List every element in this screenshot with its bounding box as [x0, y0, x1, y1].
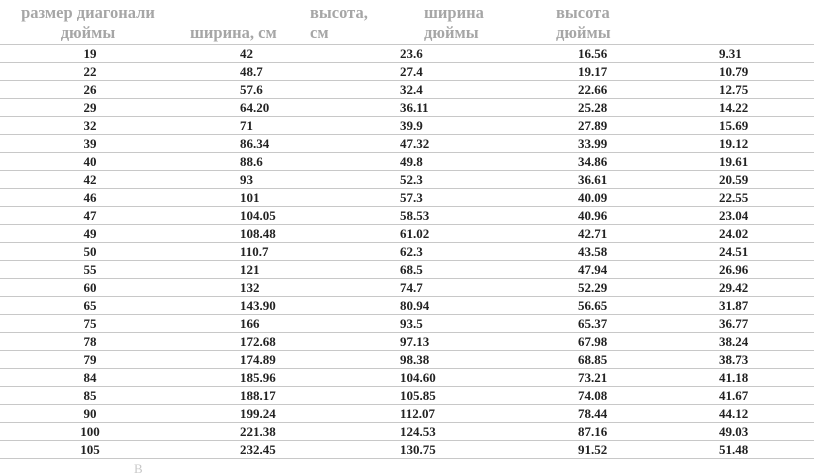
cell-height-inches: 24.51 [693, 243, 814, 261]
cell-width-cm: 143.90 [180, 297, 370, 315]
header-width-inches [424, 3, 484, 43]
header-width-cm: ширина, см [190, 23, 277, 42]
cell-height-inches: 51.48 [693, 441, 814, 459]
cell-diagonal: 46 [0, 189, 180, 207]
cell-width-cm: 108.48 [180, 225, 370, 243]
table-row [0, 279, 814, 297]
cell-width-cm: 57.6 [180, 81, 370, 99]
cell-diagonal: 22 [0, 63, 180, 81]
cell-diagonal: 39 [0, 135, 180, 153]
cell-height-inches: 49.03 [693, 423, 814, 441]
cell-width-inches: 25.28 [520, 99, 693, 117]
cell-height-cm: 105.85 [370, 387, 520, 405]
table-row [0, 117, 814, 135]
cell-height-cm: 52.3 [370, 171, 520, 189]
cell-height-inches: 31.87 [693, 297, 814, 315]
cell-width-inches: 73.21 [520, 369, 693, 387]
table-row [0, 207, 814, 225]
cell-width-inches: 42.71 [520, 225, 693, 243]
cell-height-cm: 68.5 [370, 261, 520, 279]
table-row [0, 333, 814, 351]
cell-height-cm: 124.53 [370, 423, 520, 441]
cell-height-inches: 10.79 [693, 63, 814, 81]
cell-diagonal: 84 [0, 369, 180, 387]
cell-diagonal: 19 [0, 45, 180, 63]
cell-height-cm: 61.02 [370, 225, 520, 243]
cell-diagonal: 65 [0, 297, 180, 315]
cell-height-inches: 26.96 [693, 261, 814, 279]
cell-diagonal: 40 [0, 153, 180, 171]
cell-height-cm: 57.3 [370, 189, 520, 207]
cell-width-inches: 52.29 [520, 279, 693, 297]
cell-width-cm: 172.68 [180, 333, 370, 351]
cell-height-cm: 93.5 [370, 315, 520, 333]
header-width-in-line2: дюймы [424, 23, 479, 42]
cell-height-cm: 36.11 [370, 99, 520, 117]
footer-text-fragment: В [134, 461, 143, 476]
cell-width-cm: 86.34 [180, 135, 370, 153]
cell-diagonal: 79 [0, 351, 180, 369]
table-row [0, 189, 814, 207]
header-diagonal-inches [3, 3, 173, 43]
cell-height-cm: 27.4 [370, 63, 520, 81]
cell-width-inches: 40.09 [520, 189, 693, 207]
cell-width-inches: 27.89 [520, 117, 693, 135]
cell-height-inches: 41.67 [693, 387, 814, 405]
cell-height-inches: 12.75 [693, 81, 814, 99]
screen-size-table [0, 44, 814, 459]
header-height-cm [310, 3, 368, 43]
cell-diagonal: 75 [0, 315, 180, 333]
cell-width-inches: 78.44 [520, 405, 693, 423]
cell-height-inches: 22.55 [693, 189, 814, 207]
cell-diagonal: 42 [0, 171, 180, 189]
cell-height-inches: 24.02 [693, 225, 814, 243]
cell-diagonal: 49 [0, 225, 180, 243]
cell-height-inches: 38.73 [693, 351, 814, 369]
cell-height-cm: 23.6 [370, 45, 520, 63]
cell-height-cm: 39.9 [370, 117, 520, 135]
table-row [0, 297, 814, 315]
header-height-in-line2: дюймы [556, 23, 611, 42]
cell-width-cm: 93 [180, 171, 370, 189]
cell-height-cm: 32.4 [370, 81, 520, 99]
table-body [0, 45, 814, 459]
cell-width-cm: 185.96 [180, 369, 370, 387]
cell-height-inches: 29.42 [693, 279, 814, 297]
cell-diagonal: 78 [0, 333, 180, 351]
cell-width-cm: 121 [180, 261, 370, 279]
cell-width-inches: 40.96 [520, 207, 693, 225]
table-row [0, 171, 814, 189]
cell-height-inches: 9.31 [693, 45, 814, 63]
cell-width-cm: 101 [180, 189, 370, 207]
table-row [0, 63, 814, 81]
table-row [0, 315, 814, 333]
table-row [0, 441, 814, 459]
table-row [0, 405, 814, 423]
header-height-inches [556, 3, 611, 43]
cell-height-inches: 38.24 [693, 333, 814, 351]
table-row [0, 99, 814, 117]
cell-height-inches: 19.61 [693, 153, 814, 171]
cell-diagonal: 55 [0, 261, 180, 279]
cell-width-cm: 199.24 [180, 405, 370, 423]
cell-height-cm: 58.53 [370, 207, 520, 225]
cell-width-cm: 232.45 [180, 441, 370, 459]
cell-height-cm: 62.3 [370, 243, 520, 261]
cell-width-inches: 16.56 [520, 45, 693, 63]
cell-height-cm: 49.8 [370, 153, 520, 171]
cell-diagonal: 105 [0, 441, 180, 459]
header-height-cm-line2: см [310, 23, 329, 42]
cell-height-cm: 112.07 [370, 405, 520, 423]
cell-width-inches: 22.66 [520, 81, 693, 99]
cell-height-inches: 20.59 [693, 171, 814, 189]
cell-height-cm: 104.60 [370, 369, 520, 387]
cell-width-inches: 43.58 [520, 243, 693, 261]
cell-width-cm: 104.05 [180, 207, 370, 225]
cell-width-inches: 91.52 [520, 441, 693, 459]
cell-width-cm: 221.38 [180, 423, 370, 441]
cell-width-inches: 33.99 [520, 135, 693, 153]
cell-width-inches: 34.86 [520, 153, 693, 171]
cell-height-cm: 47.32 [370, 135, 520, 153]
table-row [0, 225, 814, 243]
table-row [0, 153, 814, 171]
cell-width-cm: 42 [180, 45, 370, 63]
cell-width-inches: 74.08 [520, 387, 693, 405]
table-row [0, 81, 814, 99]
cell-diagonal: 90 [0, 405, 180, 423]
header-diagonal-line2: дюймы [60, 23, 116, 42]
cell-width-cm: 64.20 [180, 99, 370, 117]
cell-height-inches: 36.77 [693, 315, 814, 333]
cell-height-inches: 23.04 [693, 207, 814, 225]
cell-diagonal: 29 [0, 99, 180, 117]
table-row [0, 45, 814, 63]
cell-width-inches: 47.94 [520, 261, 693, 279]
cell-height-cm: 98.38 [370, 351, 520, 369]
table-row [0, 387, 814, 405]
cell-width-cm: 166 [180, 315, 370, 333]
cell-width-cm: 132 [180, 279, 370, 297]
cell-diagonal: 26 [0, 81, 180, 99]
cell-width-inches: 36.61 [520, 171, 693, 189]
header-height-cm-line1: высота, [310, 3, 368, 22]
cell-diagonal: 60 [0, 279, 180, 297]
table-row [0, 423, 814, 441]
cell-width-inches: 56.65 [520, 297, 693, 315]
cell-height-inches: 15.69 [693, 117, 814, 135]
table-row [0, 261, 814, 279]
cell-diagonal: 32 [0, 117, 180, 135]
cell-width-inches: 68.85 [520, 351, 693, 369]
header-width-in-line1: ширина [424, 3, 484, 22]
cell-height-inches: 41.18 [693, 369, 814, 387]
table-row [0, 135, 814, 153]
cell-height-cm: 74.7 [370, 279, 520, 297]
cell-width-inches: 87.16 [520, 423, 693, 441]
cell-height-inches: 14.22 [693, 99, 814, 117]
cell-height-cm: 80.94 [370, 297, 520, 315]
cell-diagonal: 50 [0, 243, 180, 261]
cell-width-cm: 110.7 [180, 243, 370, 261]
cell-height-cm: 130.75 [370, 441, 520, 459]
cell-width-cm: 88.6 [180, 153, 370, 171]
cell-width-cm: 174.89 [180, 351, 370, 369]
cell-diagonal: 47 [0, 207, 180, 225]
cell-width-inches: 65.37 [520, 315, 693, 333]
cell-diagonal: 100 [0, 423, 180, 441]
cell-height-inches: 19.12 [693, 135, 814, 153]
cell-diagonal: 85 [0, 387, 180, 405]
cell-width-inches: 19.17 [520, 63, 693, 81]
header-diagonal-line1: размер диагонали [21, 3, 155, 22]
table-row [0, 243, 814, 261]
table-row [0, 351, 814, 369]
cell-height-inches: 44.12 [693, 405, 814, 423]
header-height-in-line1: высота [556, 3, 610, 22]
cell-width-cm: 71 [180, 117, 370, 135]
cell-width-inches: 67.98 [520, 333, 693, 351]
cell-height-cm: 97.13 [370, 333, 520, 351]
table-header [0, 0, 640, 44]
table-row [0, 369, 814, 387]
cell-width-cm: 188.17 [180, 387, 370, 405]
cell-width-cm: 48.7 [180, 63, 370, 81]
